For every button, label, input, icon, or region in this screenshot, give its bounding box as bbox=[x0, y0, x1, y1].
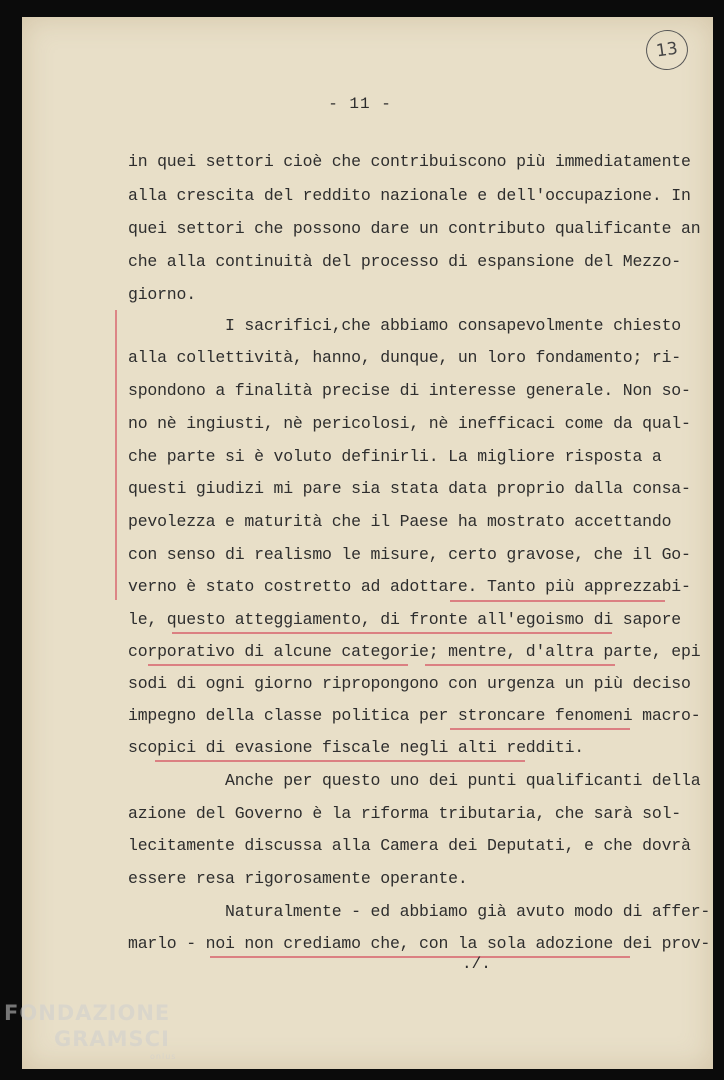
underline-mark bbox=[450, 600, 665, 602]
text-line: Anche per questo uno dei punti qualificanti della bbox=[128, 771, 701, 790]
text-line: I sacrifici,che abbiamo consapevolmente chiesto bbox=[128, 316, 681, 335]
text-line: corporativo di alcune categorie; mentre, d'altra parte, epi bbox=[128, 642, 701, 661]
continuation-mark: ./. bbox=[462, 955, 491, 973]
text-line: sodi di ogni giorno ripropongono con urgenza un più deciso bbox=[128, 674, 691, 693]
text-line: impegno della classe politica per stroncare fenomeni macro- bbox=[128, 706, 701, 725]
text-line: pevolezza e maturità che il Paese ha mostrato accettando bbox=[128, 512, 672, 531]
text-line: Naturalmente - ed abbiamo già avuto modo di affer- bbox=[128, 902, 711, 921]
text-line: azione del Governo è la riforma tributaria, che sarà sol- bbox=[128, 804, 681, 823]
underline-mark bbox=[425, 664, 615, 666]
text-line: alla collettività, hanno, dunque, un loro fondamento; ri- bbox=[128, 348, 681, 367]
text-line: spondono a finalità precise di interesse generale. Non so- bbox=[128, 381, 691, 400]
watermark-line1: FONDAZIONE bbox=[4, 1001, 171, 1025]
text-line: in quei settori cioè che contribuiscono più immediatamente bbox=[128, 152, 691, 171]
text-line: quei settori che possono dare un contributo qualificante an bbox=[128, 219, 701, 238]
underline-mark bbox=[155, 760, 525, 762]
text-line: che alla continuità del processo di espansione del Mezzo- bbox=[128, 252, 681, 271]
text-line: verno è stato costretto ad adottare. Tanto più apprezzabi- bbox=[128, 577, 691, 596]
underline-mark bbox=[172, 632, 612, 634]
text-line: con senso di realismo le misure, certo gravose, che il Go- bbox=[128, 545, 691, 564]
text-line: marlo - noi non crediamo che, con la sola adozione dei prov- bbox=[128, 934, 711, 953]
text-line: le, questo atteggiamento, di fronte all'egoismo di sapore bbox=[128, 610, 681, 629]
text-line: scopici di evasione fiscale negli alti redditi. bbox=[128, 738, 584, 757]
underline-mark bbox=[450, 728, 630, 730]
text-line: questi giudizi mi pare sia stata data proprio dalla consa- bbox=[128, 479, 691, 498]
underline-mark bbox=[210, 956, 630, 958]
watermark-line2: GRAMSCI bbox=[54, 1027, 170, 1051]
text-line: lecitamente discussa alla Camera dei Deputati, e che dovrà bbox=[128, 836, 691, 855]
margin-highlight-line bbox=[115, 310, 117, 600]
watermark-line3: onlus bbox=[150, 1052, 177, 1061]
text-line: no nè ingiusti, nè pericolosi, nè inefficaci come da qual- bbox=[128, 414, 691, 433]
text-line: che parte si è voluto definirli. La migliore risposta a bbox=[128, 447, 662, 466]
text-line: giorno. bbox=[128, 285, 196, 304]
archive-number-stamp: 13 bbox=[643, 27, 690, 72]
text-line: essere resa rigorosamente operante. bbox=[128, 869, 468, 888]
archive-watermark bbox=[4, 1000, 176, 1062]
text-line: alla crescita del reddito nazionale e dell'occupazione. In bbox=[128, 186, 691, 205]
page-number: - 11 - bbox=[328, 95, 392, 113]
underline-mark bbox=[148, 664, 408, 666]
